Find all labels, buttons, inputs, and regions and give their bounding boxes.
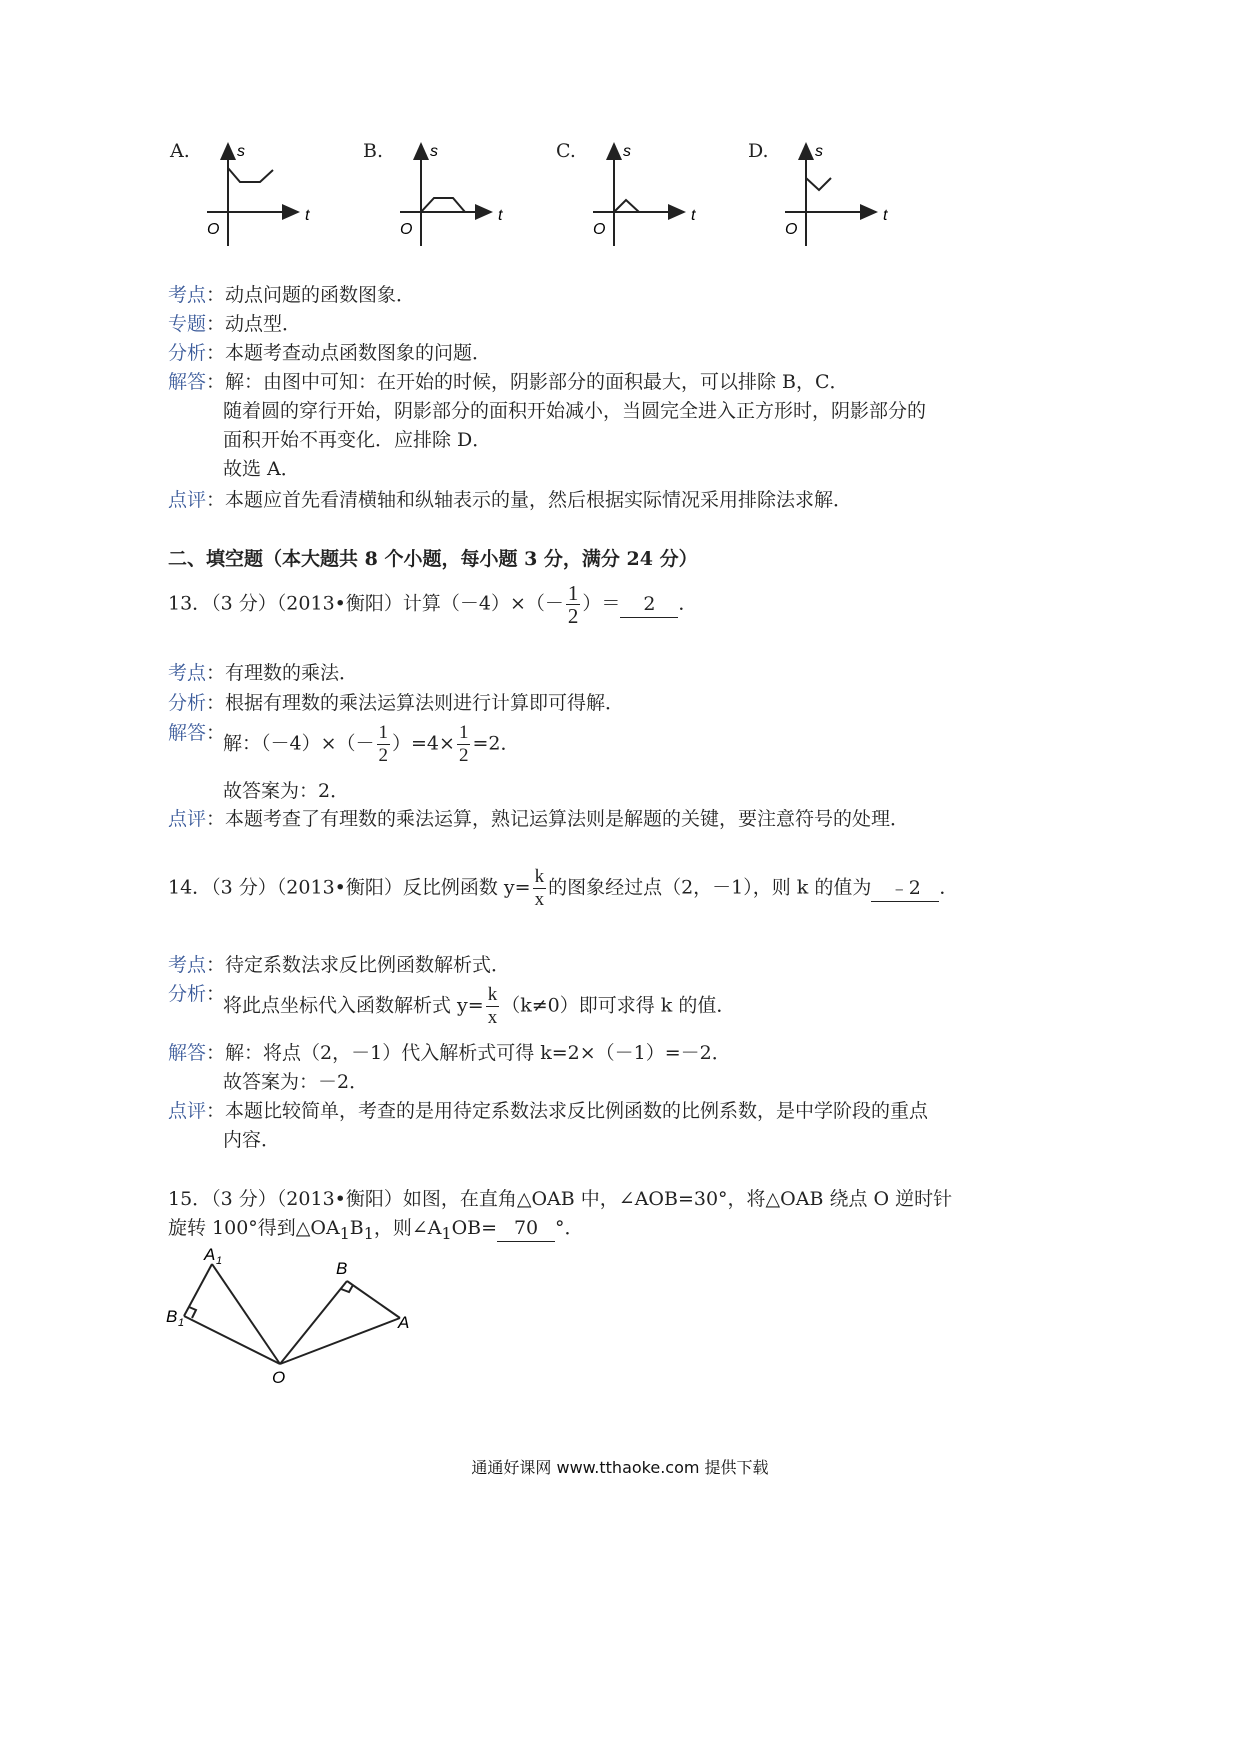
q14-dianping-line2: 内容． (223, 1129, 281, 1151)
y-axis-label: s (623, 143, 631, 160)
footer: 通通好课网 www.tthaoke.com 提供下载 (471, 1458, 769, 1477)
option-d-graph (773, 138, 893, 250)
x-axis-label: t (498, 207, 503, 224)
q12-fenxi: 分析：本题考查动点函数图象的问题． (168, 342, 492, 364)
label-a1-sub: 1 (216, 1255, 223, 1267)
q13-dianping: 点评：本题考查了有理数的乘法运算，熟记运算法则是解题的关键，要注意符号的处理． (168, 808, 910, 830)
q14-dianping: 点评：本题比较简单，考查的是用待定系数法求反比例函数的比例系数，是中学阶段的重点 (168, 1100, 929, 1122)
label-b1-sub: 1 (178, 1317, 185, 1329)
q13-stem: 13．（3 分）（2013•衡阳）计算（－4）×（－ $\frac{1}{2}$ ）＝ 2 ． (168, 581, 698, 628)
x-axis-label: t (883, 207, 888, 224)
q12-jieda-line3: 面积开始不再变化．应排除 D． (223, 429, 492, 451)
option-c-label: C. (556, 140, 576, 162)
q15-triangle-figure (160, 1240, 430, 1390)
q15-stem-line2: 旋转 100°得到$\triangle OA_1B_1$，则$\angle A_1OB= 70$ °． (168, 1217, 584, 1243)
q13-kaodian: 考点：有理数的乘法． (168, 662, 359, 684)
option-b-graph (388, 138, 508, 250)
q13-jieda-tag: 解答： (168, 722, 226, 744)
origin-label: O (400, 221, 413, 238)
q14-jieda-line2: 故答案为：－2． (223, 1071, 369, 1093)
label-b: B (336, 1259, 348, 1278)
option-a-label: A. (170, 140, 190, 162)
origin-label: O (785, 221, 798, 238)
y-axis-label: s (237, 143, 245, 160)
label-o: O (272, 1368, 286, 1387)
q12-zhuanti: 专题：动点型． (168, 313, 302, 335)
option-a-graph (195, 138, 315, 250)
section-2-title: 二、填空题（本大题共 8 个小题，每小题 3 分，满分 24 分） (168, 548, 698, 570)
label-a1: A (204, 1245, 216, 1264)
q13-fenxi: 分析：根据有理数的乘法运算法则进行计算即可得解． (168, 692, 625, 714)
origin-label: O (207, 221, 220, 238)
q13-solution-line2: 故答案为：2． (223, 780, 350, 802)
q13-solution: 解：（－4）×（－ $\frac{1}{2}$ ）=4× $\frac{1}{2}$ =2． (223, 722, 520, 766)
q15-answer: 70 (497, 1215, 555, 1242)
option-d-label: D. (748, 140, 769, 162)
y-axis-label: s (430, 143, 438, 160)
q14-kaodian: 考点：待定系数法求反比例函数解析式． (168, 954, 511, 976)
option-c-graph (581, 138, 701, 250)
q15-stem-line1: 15．（3 分）（2013•衡阳）如图，在直角△OAB 中，∠AOB=30°，将△OAB 绕点 O 逆时针 (168, 1188, 953, 1210)
q14-stem: 14．（3 分）（2013•衡阳）反比例函数 y= $\frac{k}{x}$ 的图象经过点（2，－1），则 k 的值为 ﹣2 ． (168, 866, 959, 910)
y-axis-label: s (815, 143, 823, 160)
q12-dianping: 点评：本题应首先看清横轴和纵轴表示的量，然后根据实际情况采用排除法求解． (168, 489, 853, 511)
q14-fenxi: 将此点坐标代入函数解析式 y= $\frac{k}{x}$ （k≠0）即可求得 k 的值． (223, 984, 736, 1028)
q12-jieda-line4: 故选 A． (223, 458, 300, 480)
q12-kaodian: 考点：动点问题的函数图象． (168, 284, 416, 306)
option-b-label: B. (363, 140, 384, 162)
label-a: A (398, 1313, 410, 1332)
origin-label: O (593, 221, 606, 238)
x-axis-label: t (305, 207, 310, 224)
q14-answer: ﹣2 (871, 875, 939, 902)
label-b1: B (166, 1307, 178, 1326)
q13-answer: 2 (620, 591, 678, 618)
q14-jieda: 解答：解：将点（2，－1）代入解析式可得 k=2×（－1）=－2． (168, 1042, 731, 1064)
q12-jieda: 解答：解：由图中可知：在开始的时候，阴影部分的面积最大，可以排除 B，C． (168, 371, 849, 393)
x-axis-label: t (691, 207, 696, 224)
q12-jieda-line2: 随着圆的穿行开始，阴影部分的面积开始减小，当圆完全进入正方形时，阴影部分的 (223, 400, 927, 422)
q14-fenxi-tag: 分析： (168, 983, 226, 1005)
